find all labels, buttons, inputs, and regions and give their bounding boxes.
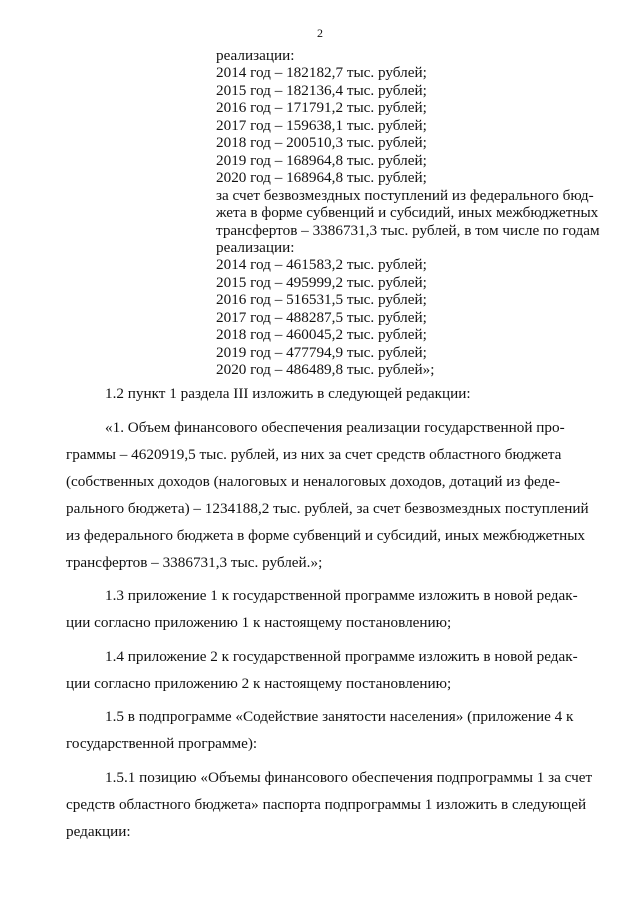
- document-body: [66, 380, 606, 845]
- paragraph-line: 1.5 в подпрограмме «Содействие занятости населения» (приложение 4 к: [105, 708, 574, 725]
- block-line: 2017 год – 159638,1 тыс. рублей;: [216, 116, 427, 134]
- block-line: 2016 год – 516531,5 тыс. рублей;: [216, 291, 427, 309]
- block-line: 2020 год – 486489,8 тыс. рублей»;: [216, 361, 435, 379]
- block-line: 2014 год – 182182,7 тыс. рублей;: [216, 64, 427, 82]
- paragraph-line: ции согласно приложению 1 к настоящему постановлению;: [66, 614, 452, 631]
- block-line: реализации:: [216, 238, 295, 256]
- block-line: 2018 год – 200510,3 тыс. рублей;: [216, 134, 427, 152]
- paragraph-1-4: [66, 643, 606, 697]
- block-line: 2019 год – 477794,9 тыс. рублей;: [216, 343, 427, 361]
- block-line: 2015 год – 495999,2 тыс. рублей;: [216, 273, 427, 291]
- page-number: 2: [317, 26, 323, 40]
- paragraph-line: рального бюджета) – 1234188,2 тыс. рублей, за счет безвозмездных поступлений: [66, 499, 589, 517]
- paragraph-line: средств областного бюджета» паспорта подпрограммы 1 изложить в следующей: [66, 795, 587, 813]
- block-line: 2015 год – 182136,4 тыс. рублей;: [216, 81, 427, 99]
- block-line: за счет безвозмездных поступлений из федерального бюд-: [216, 186, 594, 204]
- block-line: 2014 год – 461583,2 тыс. рублей;: [216, 256, 427, 274]
- paragraph-line: «1. Объем финансового обеспечения реализации государственной про-: [105, 418, 565, 436]
- paragraph-line: 1.5.1 позицию «Объемы финансового обеспечения подпрограммы 1 за счет: [105, 768, 593, 786]
- block-line: жета в форме субвенций и субсидий, иных межбюджетных: [216, 204, 599, 222]
- paragraph-line: трансфертов – 3386731,3 тыс. рублей.»;: [66, 553, 323, 571]
- paragraph-line: государственной программе):: [66, 735, 258, 752]
- paragraph-line: редакции:: [66, 822, 131, 840]
- block-line: 2016 год – 171791,2 тыс. рублей;: [216, 99, 427, 117]
- paragraph-1-5: [66, 703, 606, 757]
- paragraph-line: из федерального бюджета в форме субвенций и субсидий, иных межбюджетных: [66, 526, 585, 544]
- block-line: 2019 год – 168964,8 тыс. рублей;: [216, 151, 427, 169]
- paragraph-line: граммы – 4620919,5 тыс. рублей, из них за счет средств областного бюджета: [66, 445, 562, 463]
- paragraph-line: 1.2 пункт 1 раздела III изложить в следующей редакции:: [105, 385, 471, 402]
- paragraph-1-2: [66, 380, 606, 407]
- paragraph-line: 1.3 приложение 1 к государственной программе изложить в новой редак-: [105, 587, 578, 604]
- funding-by-year-block: [216, 47, 616, 379]
- paragraph-line: (собственных доходов (налоговых и неналоговых доходов, дотаций из феде-: [66, 472, 561, 490]
- paragraph-line: ции согласно приложению 2 к настоящему постановлению;: [66, 674, 452, 692]
- paragraph-quote-1: [66, 414, 606, 576]
- block-line: трансфертов – 3386731,3 тыс. рублей, в том числе по годам: [216, 221, 600, 239]
- block-line: реализации:: [216, 47, 295, 64]
- paragraph-1-5-1: [66, 764, 606, 845]
- block-line: 2018 год – 460045,2 тыс. рублей;: [216, 326, 427, 344]
- paragraph-line: 1.4 приложение 2 к государственной программе изложить в новой редак-: [105, 647, 578, 665]
- block-line: 2017 год – 488287,5 тыс. рублей;: [216, 308, 427, 326]
- paragraph-1-3: [66, 582, 606, 636]
- block-line: 2020 год – 168964,8 тыс. рублей;: [216, 169, 427, 187]
